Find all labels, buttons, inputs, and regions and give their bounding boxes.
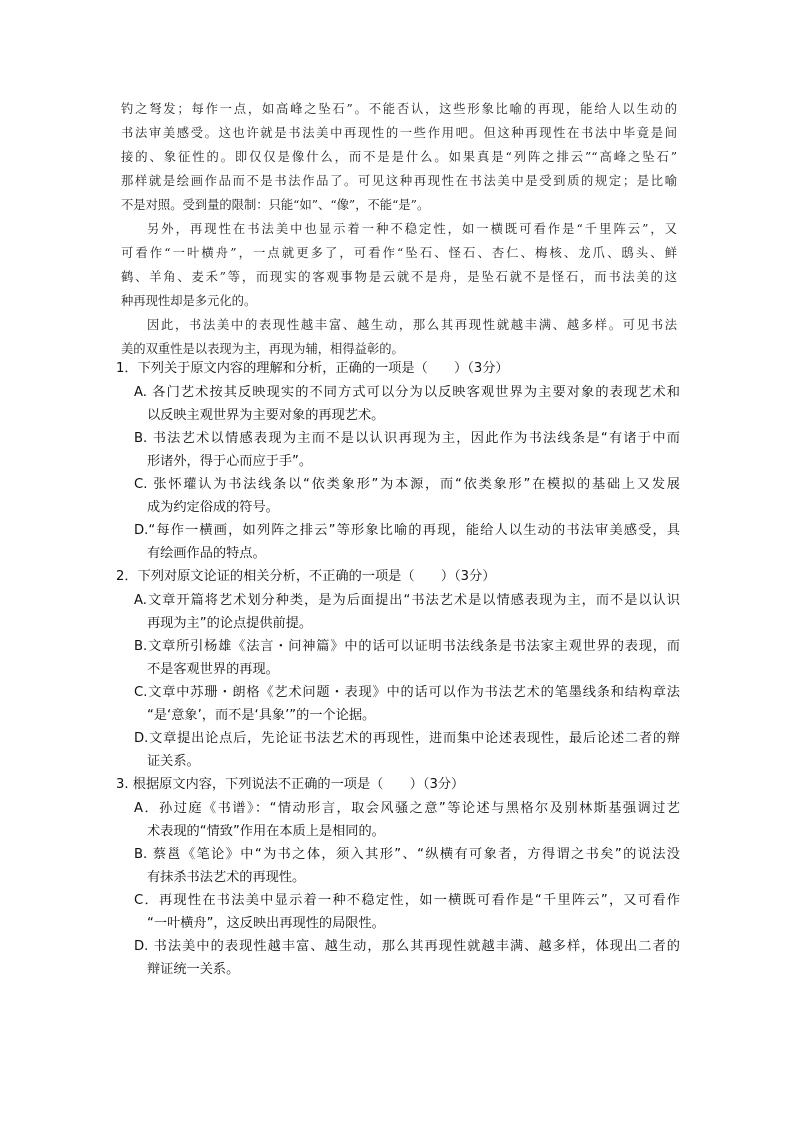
option-a: A．孙过庭《书谱》：“情动形言，取会风骚之意”等论述与黑格尔及别林斯基强调过艺 bbox=[134, 801, 680, 816]
question-stem: 1．下列关于原文内容的理解和分析，正确的一项是（ ）（3分） bbox=[116, 361, 509, 376]
option-c: C. 张怀瓘认为书法线条以“依类象形”为本源，而“依类象形”在模拟的基础上又发展 bbox=[134, 477, 680, 492]
passage-line: 因此，书法美中的表现性越丰富、越生动，那么其再现性就越丰满、越多样。可见书法 bbox=[147, 318, 677, 332]
option-a-cont: 再现为主”的论点提供前提。 bbox=[147, 616, 313, 631]
option-c: C．再现性在书法美中显示着一种不稳定性，如一横既可看作是“千里阵云”，又可看作 bbox=[134, 893, 680, 908]
option-a-cont: 以反映主观世界为主要对象的再现艺术。 bbox=[147, 408, 385, 423]
option-b-cont: 有抹杀书法艺术的再现性。 bbox=[147, 870, 306, 885]
passage-line: 接的、象征性的。即仅仅是像什么，而不是是什么。如果真是“列阵之排云”“高峰之坠石” bbox=[121, 150, 677, 164]
option-c: C.文章中苏珊・朗格《艺术问题・表现》中的话可以作为书法艺术的笔墨线条和结构章法 bbox=[134, 685, 680, 700]
option-d: D.文章提出论点后，先论证书法艺术的再现性，进而集中论述表现性，最后论述二者的辩 bbox=[134, 731, 680, 746]
option-b-cont: 不是客观世界的再现。 bbox=[147, 662, 279, 677]
question-1 bbox=[116, 357, 680, 565]
question-list bbox=[116, 357, 680, 981]
question-2 bbox=[116, 565, 680, 773]
option-d-cont: 有绘画作品的特点。 bbox=[147, 546, 266, 561]
passage-line: 种再现性却是多元化的。 bbox=[121, 294, 257, 308]
option-d-cont: 证关系。 bbox=[147, 754, 200, 769]
option-d: D. 书法美中的表现性越丰富、越生动，那么其再现性就越丰满、越多样，体现出二者的 bbox=[134, 939, 680, 954]
option-a: A.文章开篇将艺术划分种类，是为后面提出“书法艺术是以情感表现为主，而不是以认识 bbox=[134, 593, 680, 608]
option-d: D.“每作一横画，如列阵之排云”等形象比喻的再现，能给人以生动的书法审美感受，具 bbox=[134, 523, 680, 538]
passage-line: 钓之弩发；每作一点，如高峰之坠石”。不能否认，这些形象比喻的再现，能给人以生动的 bbox=[121, 102, 677, 116]
option-b: B. 蔡邕《笔论》中“为书之体，须入其形”、“纵横有可象者，方得谓之书矣”的说法没 bbox=[134, 847, 680, 862]
passage-line: 书法审美感受。这也许就是书法美中再现性的一些作用吧。但这种再现性在书法中毕竟是间 bbox=[121, 126, 677, 140]
passage-line: 美的双重性是以表现为主，再现为辅，相得益彰的。 bbox=[121, 342, 404, 356]
option-b: B.文章所引杨雄《法言・问神篇》中的话可以证明书法线条是书法家主观世界的表现，而 bbox=[134, 639, 680, 654]
option-a-cont: 术表现的“情致”作用在本质上是相同的。 bbox=[147, 824, 385, 839]
passage-line: 鹤、羊角、麦禾”等，而现实的客观事物是云就不是舟，是坠石就不是怪石，而书法美的这 bbox=[121, 270, 677, 284]
question-stem: 3. 根据原文内容，下列说法不正确的一项是（ ）（3分） bbox=[116, 777, 465, 792]
option-c-cont: “是‘意象’，而不是‘具象’”的一个论据。 bbox=[147, 708, 376, 723]
question-3 bbox=[116, 773, 680, 981]
reading-passage bbox=[121, 97, 677, 361]
question-stem: 2．下列对原文论证的相关分析，不正确的一项是（ ）（3分） bbox=[116, 569, 496, 584]
passage-line: 另外，再现性在书法美中也显示着一种不稳定性，如一横既可看作是“千里阵云”，又 bbox=[147, 222, 677, 236]
option-a: A. 各门艺术按其反映现实的不同方式可以分为以反映客观世界为主要对象的表现艺术和 bbox=[134, 385, 680, 400]
option-d-cont: 辩证统一关系。 bbox=[147, 962, 240, 977]
option-c-cont: “一叶横舟”，这反映出再现性的局限性。 bbox=[147, 916, 385, 931]
option-c-cont: 成为约定俗成的符号。 bbox=[147, 500, 279, 515]
option-b-cont: 形诸外，得于心而应于手”。 bbox=[147, 454, 313, 469]
passage-line: 可看作“一叶横舟”，一点就更多了，可看作“坠石、怪石、杏仁、梅核、龙爪、鸱头、鲜 bbox=[121, 246, 677, 260]
option-b: B. 书法艺术以情感表现为主而不是以认识再现为主，因此作为书法线条是“有诸于中而 bbox=[134, 431, 680, 446]
passage-line: 那样就是绘画作品而不是书法作品了。可见这种再现性在书法美中是受到质的规定；是比喻 bbox=[121, 174, 677, 188]
passage-line: 不是对照。受到量的限制：只能“如”、“像”，不能“是”。 bbox=[121, 198, 430, 212]
